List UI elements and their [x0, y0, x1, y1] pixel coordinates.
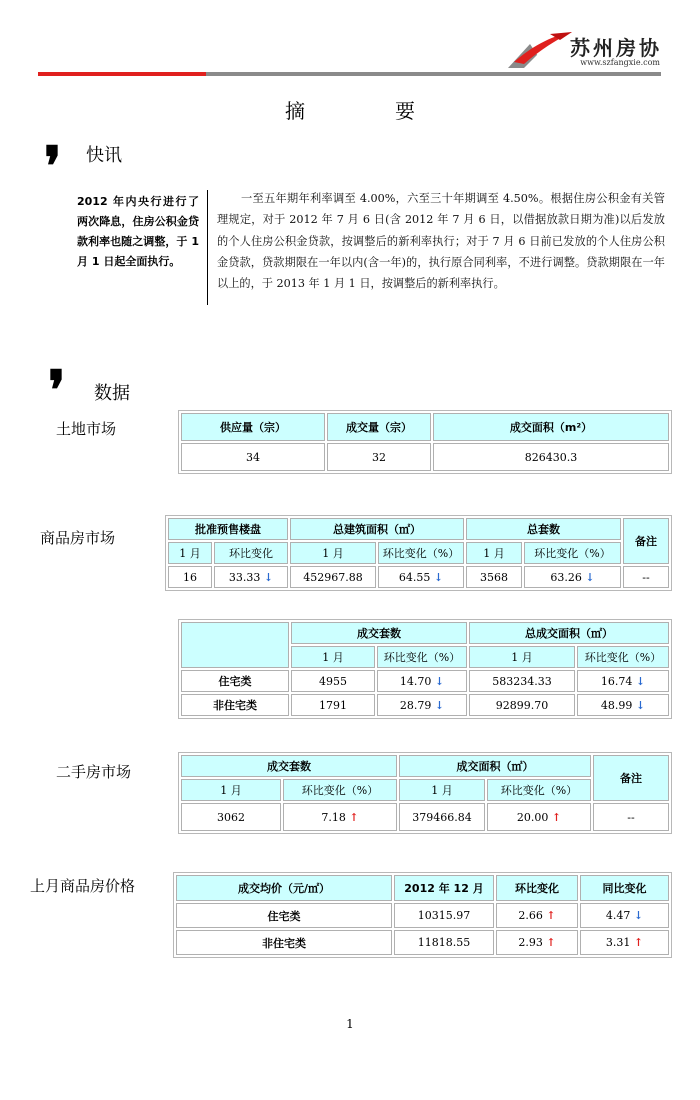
t2-sub-area-month: 1 月	[469, 646, 575, 668]
t2-corner	[181, 622, 289, 668]
sh-header-units: 成交套数	[181, 755, 397, 777]
news-section-title: 快讯	[86, 145, 122, 166]
sub-units-change: 环比变化（%）	[524, 542, 621, 564]
price-header-yoy: 同比变化	[580, 875, 669, 901]
header-total-area: 总建筑面积（㎡）	[290, 518, 464, 540]
units-change-cell	[524, 566, 621, 588]
table-row	[176, 930, 669, 955]
price-row-value: 10315.97	[394, 903, 494, 928]
approve-change-cell	[214, 566, 288, 588]
sh-area: 379466.84	[399, 803, 485, 831]
sub-units-month: 1 月	[466, 542, 522, 564]
header-total-units: 总套数	[466, 518, 621, 540]
price-row-mom-cell	[496, 903, 578, 928]
price-header-avg: 成交均价（元/㎡）	[176, 875, 392, 901]
area-change-value: 64.55	[398, 570, 431, 584]
price-table	[173, 872, 672, 958]
sh-sub-units-month: 1 月	[181, 779, 281, 801]
logo-name: 苏州房协	[570, 36, 662, 60]
price-row-name: 住宅类	[176, 903, 392, 928]
t2-sub-units-change: 环比变化（%）	[377, 646, 467, 668]
units-change-value: 63.26	[550, 570, 582, 584]
arrow-down-icon: ↓	[263, 570, 274, 584]
t2-sub-units-month: 1 月	[291, 646, 375, 668]
t2-sub-area-change: 环比变化（%）	[577, 646, 669, 668]
arrow-up-icon: ↑	[349, 810, 359, 824]
row-units-change-cell	[377, 670, 467, 692]
arrow-down-icon: ↓	[635, 698, 646, 712]
sub-approve-month: 1 月	[168, 542, 212, 564]
approve-change-value: 33.33	[228, 570, 261, 584]
arrow-up-icon: ↑	[633, 936, 644, 949]
row-area-change-cell	[577, 694, 669, 716]
price-label: 上月商品房价格	[30, 877, 136, 895]
row-units-change-cell	[377, 694, 467, 716]
land-value-supply: 34	[181, 443, 325, 471]
row-area-change: 48.99	[600, 698, 633, 712]
row-area-change: 16.74	[600, 674, 633, 688]
sh-units: 3062	[181, 803, 281, 831]
header-note: 备注	[623, 518, 669, 564]
price-row-yoy-cell	[580, 903, 669, 928]
land-header-supply: 供应量（宗）	[181, 413, 325, 441]
arrow-down-icon: ↓	[434, 674, 445, 688]
table-row	[181, 694, 669, 716]
t2-header-units: 成交套数	[291, 622, 467, 644]
data-section-title: 数据	[94, 383, 130, 404]
land-table	[178, 410, 672, 474]
note-value: --	[623, 566, 669, 588]
row-units-change: 14.70	[399, 674, 432, 688]
logo-url: www.szfangxie.com	[580, 58, 660, 67]
header-bar-red	[38, 72, 206, 76]
commercial-table-2	[178, 619, 672, 719]
land-value-area: 826430.3	[433, 443, 669, 471]
row-units: 4955	[291, 670, 375, 692]
price-row-value: 11818.55	[394, 930, 494, 955]
sub-approve-change: 环比变化	[214, 542, 288, 564]
news-section-mark: ❜	[44, 134, 62, 198]
sh-note: --	[593, 803, 669, 831]
price-row-mom-cell	[496, 930, 578, 955]
sh-header-area: 成交面积（㎡）	[399, 755, 591, 777]
area-change-cell	[378, 566, 464, 588]
table-row	[176, 903, 669, 928]
arrow-down-icon: ↓	[434, 698, 445, 712]
news-divider	[207, 190, 208, 305]
table-row	[181, 670, 669, 692]
price-row-mom: 2.66	[518, 909, 543, 922]
row-name: 非住宅类	[181, 694, 289, 716]
price-row-yoy: 3.31	[605, 936, 631, 949]
arrow-up-icon: ↑	[546, 909, 556, 922]
sh-header-note: 备注	[593, 755, 669, 801]
logo-emblem-icon	[500, 28, 578, 70]
header-approve: 批准预售楼盘	[168, 518, 288, 540]
land-header-area: 成交面积（m²）	[433, 413, 669, 441]
news-summary: 2012 年内央行进行了两次降息，住房公积金贷款利率也随之调整，于 1 月 1 日起全面执行。	[77, 195, 199, 268]
land-market-label: 土地市场	[56, 420, 117, 438]
land-value-deals: 32	[327, 443, 431, 471]
title-char-1: 摘	[285, 99, 305, 123]
arrow-up-icon: ↑	[546, 936, 556, 949]
sh-units-change: 7.18	[321, 810, 346, 824]
title-char-2: 要	[395, 99, 415, 123]
sh-area-change-cell	[487, 803, 591, 831]
arrow-down-icon: ↓	[635, 674, 646, 688]
arrow-down-icon: ↓	[585, 570, 595, 584]
row-units: 1791	[291, 694, 375, 716]
commercial-table-1	[165, 515, 672, 591]
area-month-value: 452967.88	[290, 566, 376, 588]
price-row-mom: 2.93	[518, 936, 543, 949]
sh-sub-units-change: 环比变化（%）	[283, 779, 397, 801]
row-units-change: 28.79	[399, 698, 432, 712]
t2-header-area: 总成交面积（㎡）	[469, 622, 669, 644]
approve-month-value: 16	[168, 566, 212, 588]
data-section-mark: ❜	[48, 358, 66, 422]
page-title	[0, 95, 700, 124]
arrow-down-icon: ↓	[433, 570, 444, 584]
units-month-value: 3568	[466, 566, 522, 588]
sh-units-change-cell	[283, 803, 397, 831]
arrow-down-icon: ↓	[633, 909, 644, 922]
sh-sub-area-change: 环比变化（%）	[487, 779, 591, 801]
price-header-month: 2012 年 12 月	[394, 875, 494, 901]
sub-area-month: 1 月	[290, 542, 376, 564]
second-hand-market-label: 二手房市场	[56, 763, 132, 781]
row-area: 92899.70	[469, 694, 575, 716]
price-row-name: 非住宅类	[176, 930, 392, 955]
page-number: 1	[346, 1017, 354, 1031]
price-row-yoy-cell	[580, 930, 669, 955]
sh-sub-area-month: 1 月	[399, 779, 485, 801]
sub-area-change: 环比变化（%）	[378, 542, 464, 564]
second-hand-table	[178, 752, 672, 834]
row-name: 住宅类	[181, 670, 289, 692]
row-area: 583234.33	[469, 670, 575, 692]
news-body: 一至五年期年利率调至 4.00%，六至三十年期调至 4.50%。根据住房公积金有关管理规定，对于 2012 年 7 月 6 日(含 2012 年 7 月 6 日，以借据放款日期为准)以后发放的个人住房公积金贷款，按调整后的新利率执行；对于 7 月 6 日前已发放的个人住房公积金贷款，贷款期限在一年以内(含一年)的，执行原合同利率，不进行调整。贷款期限在一年以上的，于 2013 年 1 月 1 日，按调整后的新利率执行。	[217, 192, 665, 291]
arrow-up-icon: ↑	[551, 810, 562, 824]
commercial-market-label: 商品房市场	[40, 529, 116, 547]
land-header-deals: 成交量（宗）	[327, 413, 431, 441]
header-bar-gray	[206, 72, 661, 76]
price-header-mom: 环比变化	[496, 875, 578, 901]
sh-area-change: 20.00	[516, 810, 549, 824]
row-area-change-cell	[577, 670, 669, 692]
price-row-yoy: 4.47	[605, 909, 631, 922]
